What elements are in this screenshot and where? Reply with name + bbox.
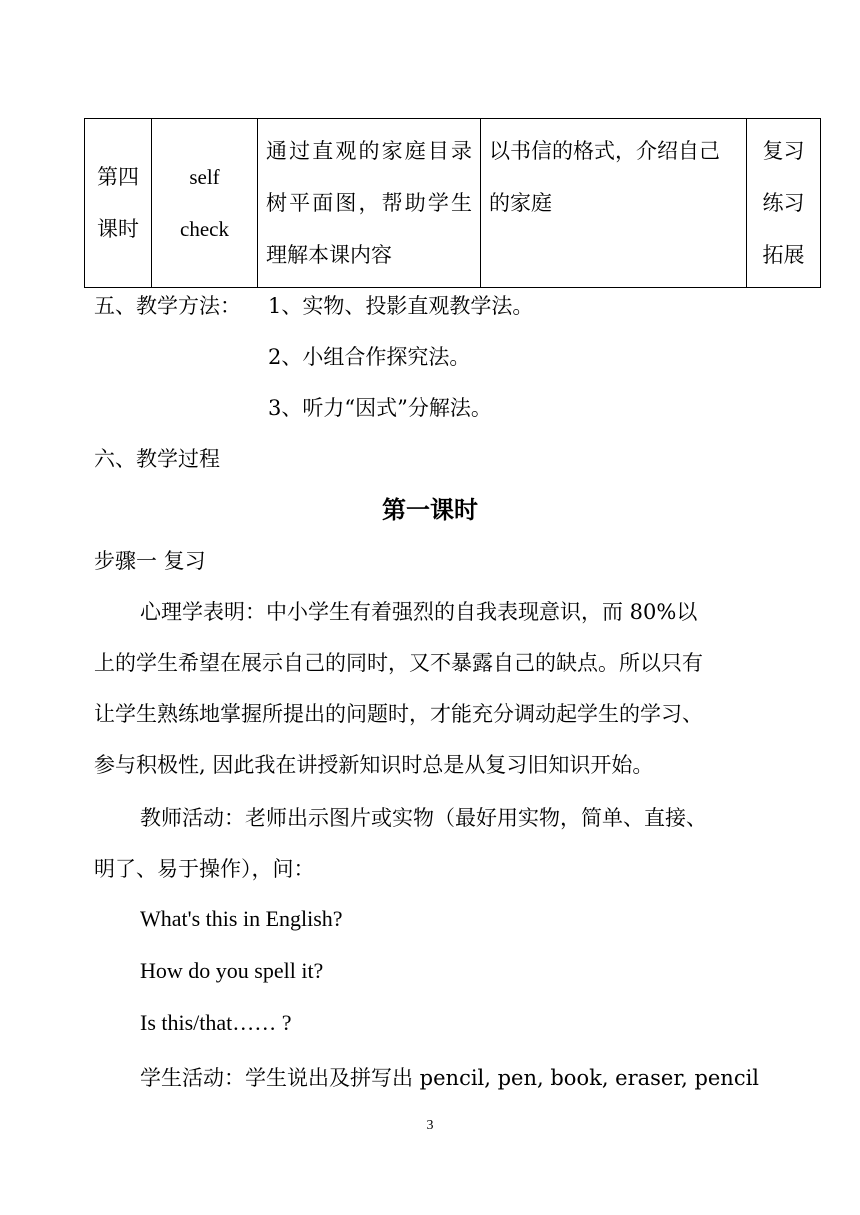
methods-heading: 五、教学方法： <box>94 294 241 318</box>
goal-text: 通过直观的家庭目录树平面图，帮助学生理解本课内容 <box>266 139 472 267</box>
paragraph-line: 心理学表明：中小学生有着强烈的自我表现意识，而 80%以 <box>140 600 698 624</box>
type-item: 拓展 <box>762 243 805 267</box>
paragraph-line: 教师活动：老师出示图片或实物（最好用实物，简单、直接、 <box>140 806 707 830</box>
paragraph-line: 参与积极性, 因此我在讲授新知识时总是从复习旧知识开始。 <box>94 753 654 777</box>
period-text: 第四课时 <box>97 165 139 241</box>
paragraph-line: 让学生熟练地掌握所提出的问题时，才能充分调动起学生的学习、 <box>94 702 703 726</box>
question-line: What's this in English? <box>140 906 343 931</box>
topic-cell <box>152 119 258 288</box>
question-line: How do you spell it? <box>140 958 324 983</box>
task-text: 以书信的格式，介绍自己的家庭 <box>489 139 720 215</box>
table-row <box>85 119 821 288</box>
type-cell <box>747 119 821 288</box>
lesson-title: 第一课时 <box>382 496 478 524</box>
step-heading: 步骤一 复习 <box>94 549 206 573</box>
student-activity-line: 学生活动：学生说出及拼写出 pencil, pen, book, eraser, pencil <box>140 1066 760 1090</box>
page-number: 3 <box>426 1118 434 1133</box>
method-item: 2、小组合作探究法。 <box>268 345 471 369</box>
type-item: 练习 <box>762 191 805 215</box>
task-cell <box>481 119 747 288</box>
paragraph-line: 上的学生希望在展示自己的同时，又不暴露自己的缺点。所以只有 <box>94 651 703 675</box>
question-line: Is this/that…… ? <box>140 1010 292 1035</box>
lesson-plan-table <box>84 118 821 288</box>
method-item: 3、听力“因式”分解法。 <box>268 396 492 420</box>
goal-cell <box>258 119 481 288</box>
type-item: 复习 <box>762 139 805 163</box>
topic-text: self check <box>180 165 229 241</box>
process-heading: 六、教学过程 <box>94 447 220 471</box>
period-cell <box>85 119 152 288</box>
method-item: 1、实物、投影直观教学法。 <box>268 294 534 318</box>
paragraph-line: 明了、易于操作），问： <box>94 857 315 881</box>
